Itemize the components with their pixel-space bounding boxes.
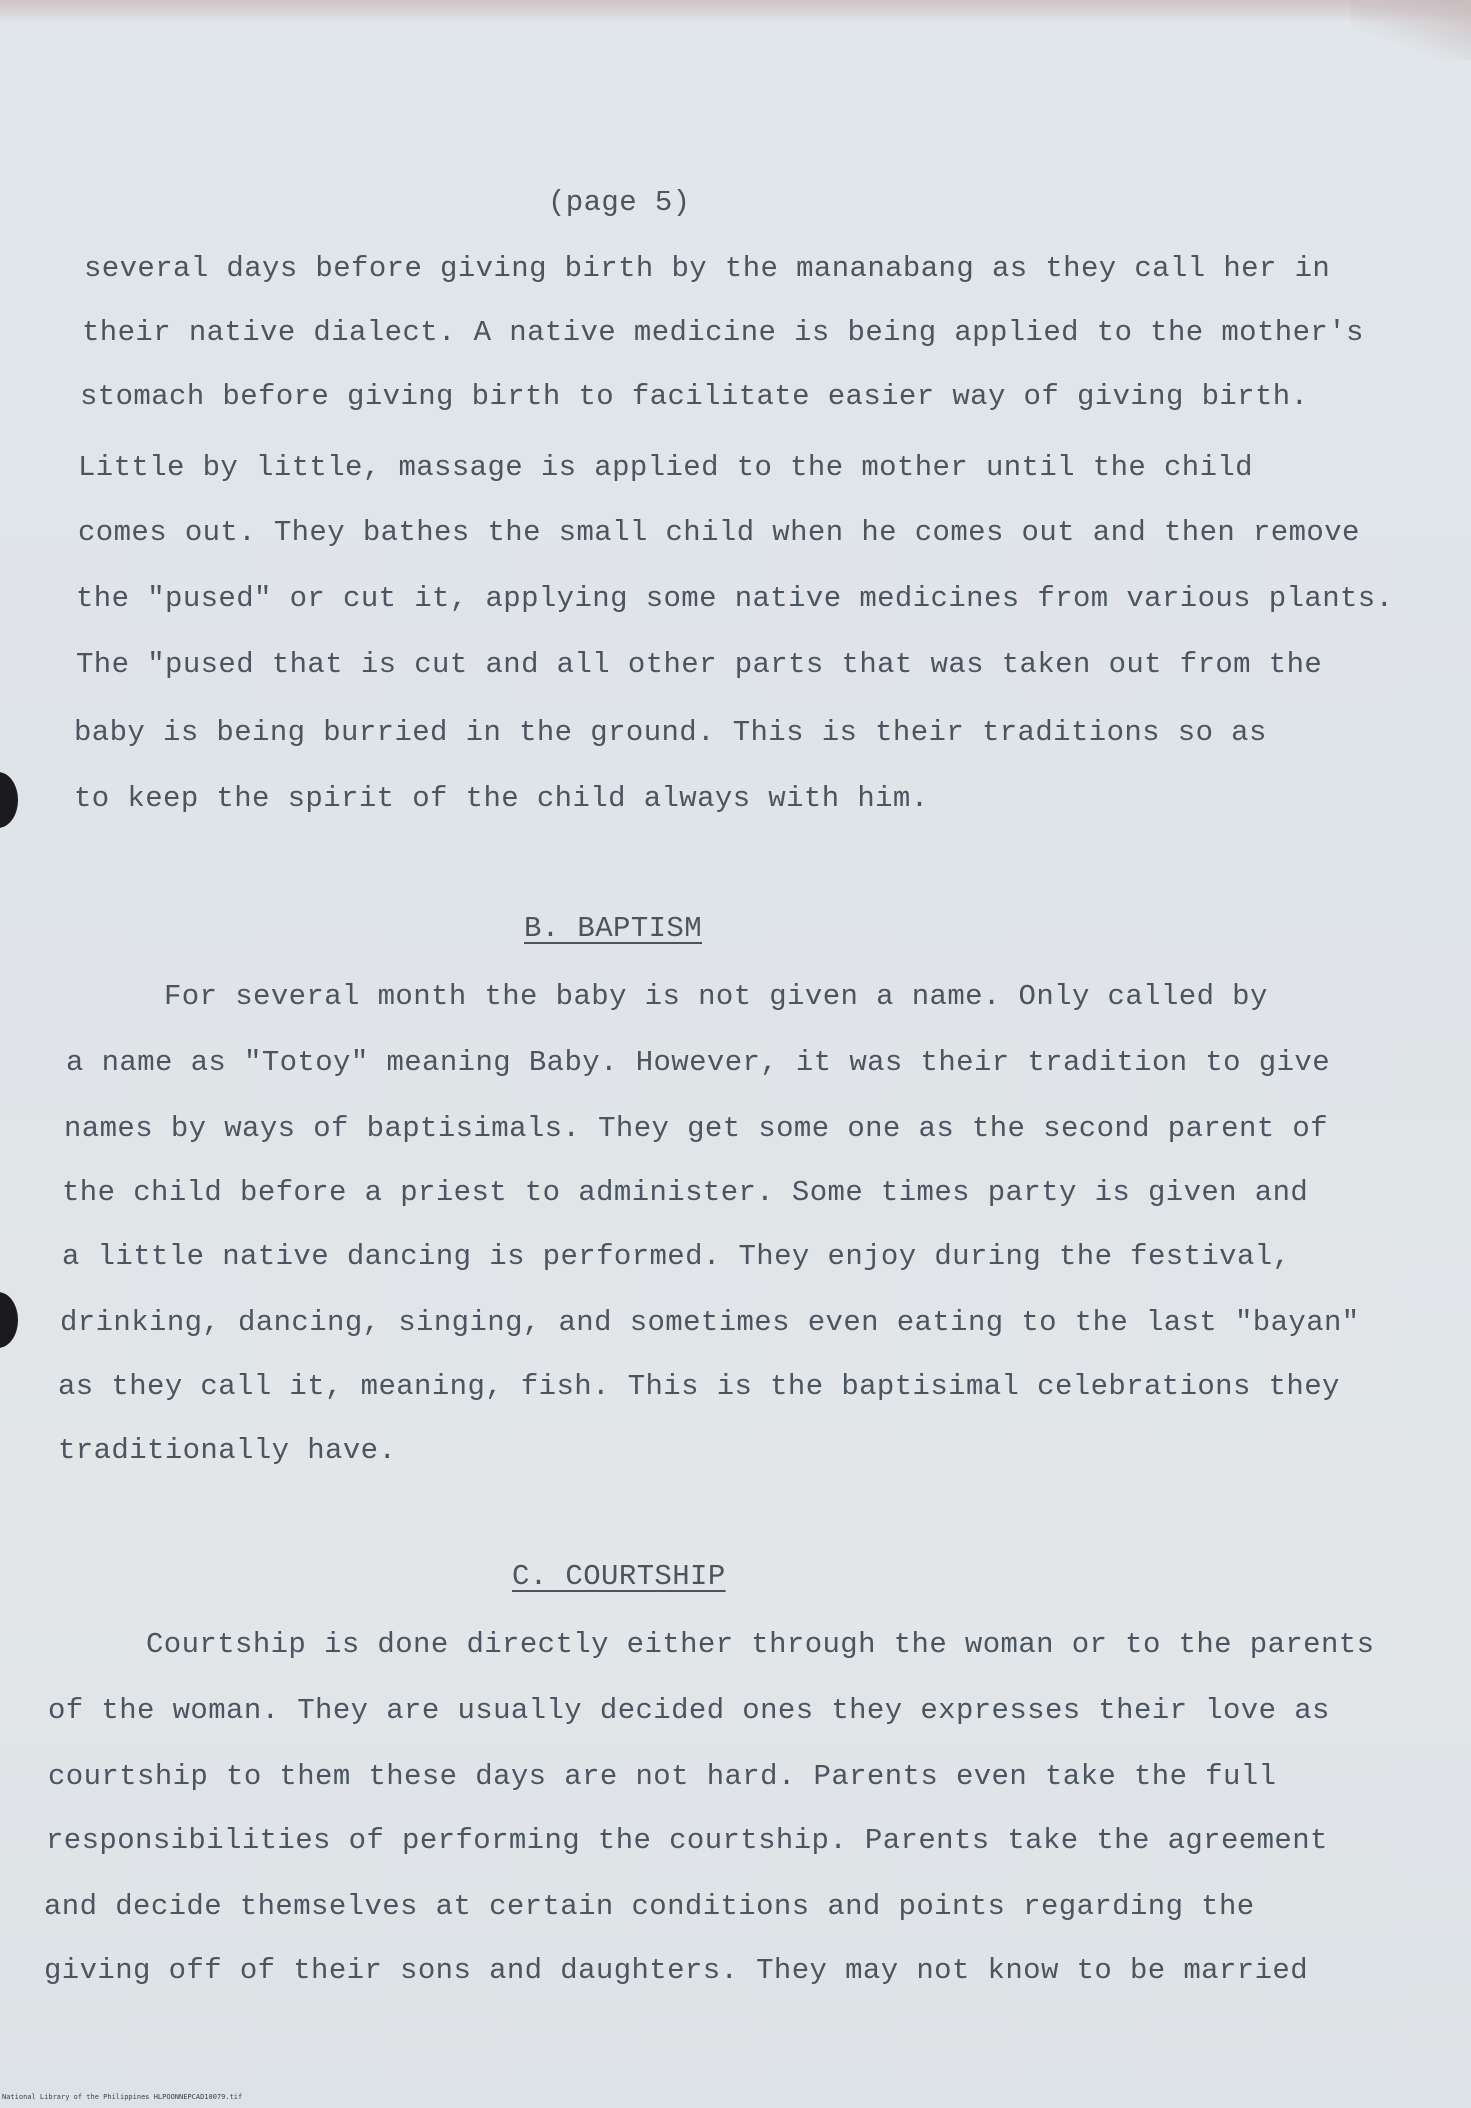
section-heading-courtship: C. COURTSHIP bbox=[512, 1560, 726, 1593]
text-line: Courtship is done directly either through the woman or to the parents bbox=[146, 1628, 1375, 1661]
text-line: drinking, dancing, singing, and sometimes even eating to the last "bayan" bbox=[60, 1306, 1360, 1339]
text-line: the child before a priest to administer. Some times party is given and bbox=[62, 1176, 1309, 1209]
scan-edge bbox=[0, 0, 1471, 22]
punch-hole bbox=[0, 772, 18, 828]
text-line: baby is being burried in the ground. This is their traditions so as bbox=[74, 716, 1267, 749]
text-line: a little native dancing is performed. They enjoy during the festival, bbox=[62, 1240, 1291, 1273]
text-line: names by ways of baptisimals. They get some one as the second parent of bbox=[64, 1112, 1329, 1145]
page-number: (page 5) bbox=[548, 186, 691, 219]
section-heading-baptism: B. BAPTISM bbox=[524, 912, 703, 945]
text-line: several days before giving birth by the mananabang as they call her in bbox=[84, 252, 1331, 285]
text-line: their native dialect. A native medicine is being applied to the mother's bbox=[82, 316, 1364, 349]
scan-edge-corner bbox=[1351, 0, 1471, 60]
text-line: a name as "Totoy" meaning Baby. However, it was their tradition to give bbox=[66, 1046, 1331, 1079]
text-line: giving off of their sons and daughters. They may not know to be married bbox=[44, 1954, 1309, 1987]
text-line: stomach before giving birth to facilitate easier way of giving birth. bbox=[80, 380, 1309, 413]
text-line: responsibilities of performing the courtship. Parents take the agreement bbox=[46, 1824, 1328, 1857]
text-line: Little by little, massage is applied to the mother until the child bbox=[78, 451, 1253, 484]
text-line: of the woman. They are usually decided ones they expresses their love as bbox=[48, 1694, 1330, 1727]
text-line: as they call it, meaning, fish. This is the baptisimal celebrations they bbox=[58, 1370, 1340, 1403]
text-line: The "pused that is cut and all other parts that was taken out from the bbox=[76, 648, 1323, 681]
text-line: to keep the spirit of the child always with him. bbox=[74, 782, 929, 815]
punch-hole bbox=[0, 1292, 18, 1348]
text-line: traditionally have. bbox=[58, 1434, 397, 1467]
text-line: courtship to them these days are not hard. Parents even take the full bbox=[48, 1760, 1277, 1793]
text-line: comes out. They bathes the small child when he comes out and then remove bbox=[78, 516, 1360, 549]
text-line: For several month the baby is not given a name. Only called by bbox=[164, 980, 1268, 1013]
archive-footer: National Library of the Philippines HLPOONNEPCAD10079.tif bbox=[2, 2093, 243, 2101]
text-line: and decide themselves at certain conditions and points regarding the bbox=[44, 1890, 1255, 1923]
text-line: the "pused" or cut it, applying some native medicines from various plants. bbox=[76, 582, 1394, 615]
